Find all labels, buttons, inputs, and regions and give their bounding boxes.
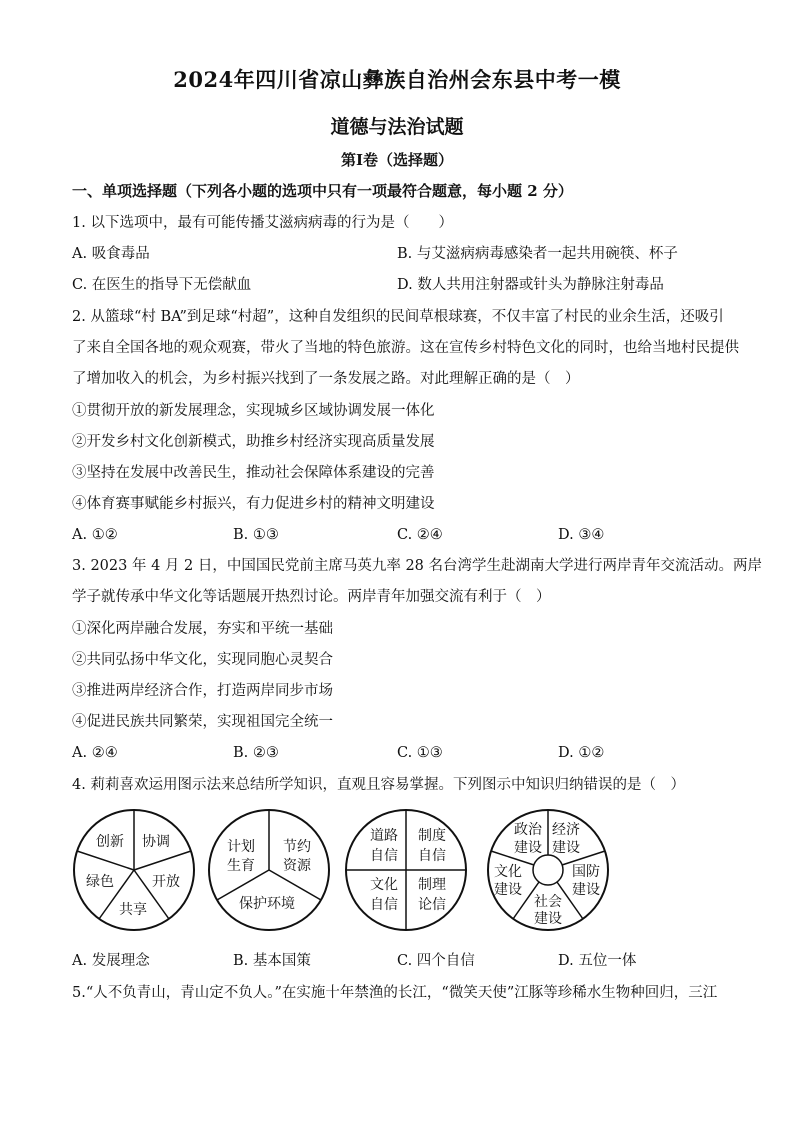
question-2-item: ②开发乡村文化创新模式，助推乡村经济实现高质量发展 xyxy=(72,434,435,450)
question-2-option-c: C. ②④ xyxy=(397,527,443,543)
question-4-stem: 4. 莉莉喜欢运用图示法来总结所学知识，直观且容易掌握。下列图示中知识归纳错误的是（ ） xyxy=(72,777,685,793)
diagram-development-concepts xyxy=(72,808,196,932)
question-1-stem: 1. 以下选项中，最有可能传播艾滋病病毒的行为是（ ） xyxy=(72,215,453,231)
diagram-label: 制理 xyxy=(418,877,446,893)
diagram-label: 文化 xyxy=(494,864,522,880)
diagram-label: 自信 xyxy=(370,848,398,864)
volume-label: 第Ⅰ卷（选择题） xyxy=(340,151,454,169)
diagram-label: 资源 xyxy=(283,858,311,874)
question-4-option-b: B. 基本国策 xyxy=(233,953,311,969)
question-3-line: 学子就传承中华文化等话题展开热烈讨论。两岸青年加强交流有利于（ ） xyxy=(72,589,551,605)
question-2-line: 了增加收入的机会，为乡村振兴找到了一条发展之路。对此理解正确的是（ ） xyxy=(72,371,580,387)
exam-title: 2024年四川省凉山彝族自治州会东县中考一模 xyxy=(173,67,621,92)
diagram-label: 建设 xyxy=(534,911,562,927)
diagram-label: 建设 xyxy=(552,840,580,856)
diagram-label: 共享 xyxy=(119,902,147,918)
diagram-label: 建设 xyxy=(494,882,522,898)
question-3-option-b: B. ②③ xyxy=(233,745,279,761)
diagram-four-confidences xyxy=(344,808,468,932)
question-1-option-d: D. 数人共用注射器或针头为静脉注射毒品 xyxy=(397,277,664,293)
diagram-label: 社会 xyxy=(534,894,562,910)
question-3-option-c: C. ①③ xyxy=(397,745,443,761)
question-3-line: 3. 2023 年 4 月 2 日，中国国民党前主席马英九率 28 名台湾学生赴湖南大学进行两岸青年交流活动。两岸 xyxy=(72,558,763,574)
diagram-label: 国防 xyxy=(572,864,600,880)
diagram-label: 计划 xyxy=(227,839,255,855)
diagram-label: 生育 xyxy=(227,858,255,874)
question-2-line: 2. 从篮球“村 BA”到足球“村超”，这种自发组织的民间草根球赛，不仅丰富了村民的业余生活，还吸引 xyxy=(72,309,724,325)
diagram-five-in-one xyxy=(486,808,610,932)
diagram-label: 论信 xyxy=(418,897,446,913)
divider-line xyxy=(134,851,191,870)
question-4-option-a: A. 发展理念 xyxy=(72,953,150,969)
diagram-label: 协调 xyxy=(142,834,170,850)
diagram-label: 开放 xyxy=(152,874,180,890)
question-2-item: ①贯彻开放的新发展理念，实现城乡区域协调发展一体化 xyxy=(72,403,435,419)
question-1-option-c: C. 在医生的指导下无偿献血 xyxy=(72,277,252,293)
diagram-label: 制度 xyxy=(418,828,446,844)
question-2-option-a: A. ①② xyxy=(72,527,118,543)
question-2-line: 了来自全国各地的观众观赛，带火了当地的特色旅游。这在宣传乡村特色文化的同时，也给当地村民提供 xyxy=(72,340,739,356)
question-3-item: ③推进两岸经济合作，打造两岸同步市场 xyxy=(72,683,333,699)
diagram-label: 绿色 xyxy=(86,874,114,890)
question-3-item: ②共同弘扬中华文化，实现同胞心灵契合 xyxy=(72,652,333,668)
diagram-label: 创新 xyxy=(96,834,124,850)
diagram-label: 建设 xyxy=(572,882,600,898)
diagram-label: 经济 xyxy=(552,822,580,838)
diagram-label: 文化 xyxy=(370,877,398,893)
question-4-option-d: D. 五位一体 xyxy=(558,953,637,969)
section-heading: 一、单项选择题（下列各小题的选项中只有一项最符合题意，每小题 2 分） xyxy=(72,182,573,200)
diagram-label: 建设 xyxy=(514,840,542,856)
question-3-item: ①深化两岸融合发展，夯实和平统一基础 xyxy=(72,621,333,637)
question-3-item: ④促进民族共同繁荣，实现祖国完全统一 xyxy=(72,714,333,730)
question-2-item: ④体育赛事赋能乡村振兴，有力促进乡村的精神文明建设 xyxy=(72,496,435,512)
question-2-item: ③坚持在发展中改善民生，推动社会保障体系建设的完善 xyxy=(72,465,435,481)
question-4-option-c: C. 四个自信 xyxy=(397,953,475,969)
question-3-option-d: D. ①② xyxy=(558,745,605,761)
question-2-option-d: D. ③④ xyxy=(558,527,605,543)
diagram-label: 道路 xyxy=(370,828,398,844)
exam-subject: 道德与法治试题 xyxy=(330,116,464,138)
diagram-label: 自信 xyxy=(418,848,446,864)
diagram-label: 政治 xyxy=(514,822,542,838)
question-1-option-b: B. 与艾滋病病毒感染者一起共用碗筷、杯子 xyxy=(397,246,678,262)
diagram-basic-policies xyxy=(207,808,331,932)
inner-circle xyxy=(533,855,563,885)
question-5-stem: 5.“人不负青山，青山定不负人。”在实施十年禁渔的长江，“微笑天使”江豚等珍稀水生物种回归，三江 xyxy=(72,985,718,1001)
question-2-option-b: B. ①③ xyxy=(233,527,279,543)
diagram-label: 节约 xyxy=(283,839,311,855)
question-1-option-a: A. 吸食毒品 xyxy=(72,246,150,262)
question-3-option-a: A. ②④ xyxy=(72,745,118,761)
diagram-label: 保护环境 xyxy=(239,896,295,912)
diagram-label: 自信 xyxy=(370,897,398,913)
divider-line xyxy=(77,851,134,870)
